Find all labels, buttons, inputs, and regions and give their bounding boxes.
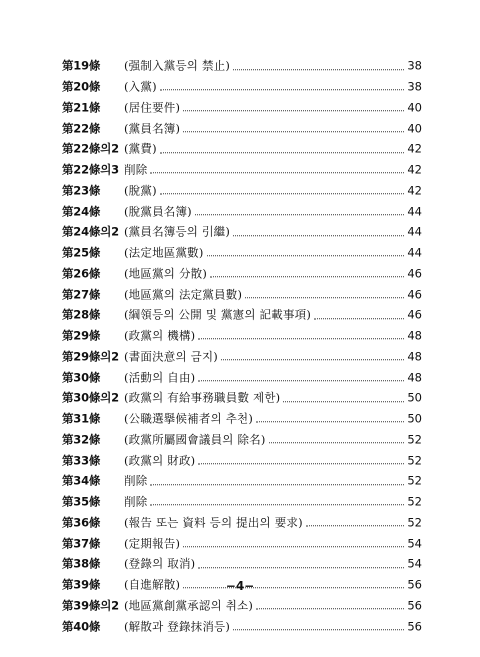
toc-article-title: (入黨) (124, 79, 157, 94)
toc-page-number: 54 (407, 556, 422, 571)
toc-title-line (124, 452, 422, 467)
toc-title-line (124, 351, 422, 363)
toc-article-title: (地區黨의 分散) (124, 266, 208, 281)
toc-page-number: 44 (407, 245, 422, 260)
toc-page-number: 38 (407, 79, 422, 94)
toc-article-number: 第28條 (62, 307, 101, 322)
toc-dot-leader (314, 318, 404, 319)
toc-page-number: 50 (407, 411, 422, 426)
toc-dot-leader (198, 380, 404, 381)
toc-article-number: 第23條 (62, 183, 101, 198)
toc-article-title: (法定地區黨數) (124, 245, 204, 260)
toc-title-line (124, 58, 422, 73)
toc-dot-leader (233, 69, 404, 70)
toc-article-number: 第33條 (62, 452, 101, 467)
toc-dot-leader (210, 276, 404, 277)
toc-article-title: (定期報告) (124, 535, 181, 550)
toc-dot-leader (195, 214, 404, 215)
toc-article-title: (登錄의 取消) (124, 556, 196, 571)
toc-entry (62, 430, 422, 451)
toc-page-number: 54 (407, 535, 422, 550)
toc-dot-leader (207, 256, 405, 257)
toc-article-number: 第27條 (62, 286, 101, 301)
toc-entry (62, 347, 422, 368)
toc-article-number: 第19條 (62, 58, 101, 73)
toc-dot-leader (233, 629, 404, 630)
toc-entry (62, 201, 422, 222)
toc-dot-leader (233, 235, 404, 236)
toc-article-number: 第30條의2 (62, 390, 119, 405)
toc-entry (62, 98, 422, 119)
toc-article-number: 第32條 (62, 432, 101, 447)
toc-title-line (124, 556, 422, 571)
toc-article-number: 第38條 (62, 556, 101, 571)
toc-article-number: 第39條 (62, 577, 101, 592)
toc-page-number: 56 (407, 577, 422, 592)
toc-title-line (124, 535, 422, 550)
toc-title-line (124, 247, 422, 259)
toc-article-title: (報告 또는 資料 등의 提出의 要求) (124, 515, 303, 530)
toc-page-number: 44 (407, 224, 422, 239)
toc-title-line (124, 141, 422, 156)
toc-entry (62, 284, 422, 305)
toc-dot-leader (183, 131, 404, 132)
toc-entry (62, 77, 422, 98)
toc-article-title: 削除 (124, 162, 148, 177)
toc-article-title: (强制入黨등의 禁止) (124, 58, 231, 73)
toc-page-number: 42 (407, 162, 422, 177)
toc-article-title: 削除 (124, 494, 148, 509)
toc-title-line (124, 203, 422, 218)
toc-page-number: 50 (407, 390, 422, 405)
toc-page-number: 52 (407, 432, 422, 447)
toc-entry (62, 596, 422, 617)
toc-article-number: 第22條의2 (62, 141, 119, 156)
toc-entry (62, 118, 422, 139)
toc-title-line (124, 330, 422, 342)
toc-page-number: 56 (407, 598, 422, 613)
toc-article-title: (公職選擧候補者의 추천) (124, 411, 254, 426)
toc-entry (62, 492, 422, 513)
table-of-contents (62, 56, 422, 637)
toc-article-title: (脫黨) (124, 183, 157, 198)
toc-article-number: 第30條 (62, 369, 101, 384)
toc-entry (62, 243, 422, 264)
toc-dot-leader (183, 546, 404, 547)
toc-dot-leader (256, 608, 404, 609)
toc-entry (62, 450, 422, 471)
toc-dot-leader (150, 173, 404, 174)
toc-entry (62, 513, 422, 534)
toc-title-line (124, 618, 422, 633)
toc-page-number: 40 (407, 100, 422, 115)
toc-entry (62, 56, 422, 77)
toc-article-title: (黨費) (124, 141, 157, 156)
toc-article-number: 第24條의2 (62, 224, 119, 239)
toc-dot-leader (245, 297, 404, 298)
toc-title-line (124, 164, 422, 176)
toc-article-number: 第34條 (62, 473, 101, 488)
toc-entry (62, 305, 422, 326)
toc-entry (62, 471, 422, 492)
toc-article-title: (書面決意의 금지) (124, 349, 218, 364)
toc-title-line (124, 600, 422, 612)
toc-entry (62, 160, 422, 181)
toc-title-line (124, 185, 422, 197)
toc-title-line (124, 434, 422, 446)
toc-entry (62, 367, 422, 388)
toc-entry (62, 222, 422, 243)
toc-article-number: 第26條 (62, 266, 101, 281)
toc-dot-leader (150, 505, 404, 506)
toc-page-number: 42 (407, 183, 422, 198)
toc-article-number: 第20條 (62, 79, 101, 94)
toc-entry (62, 181, 422, 202)
toc-dot-leader (198, 463, 404, 464)
toc-title-line (124, 517, 422, 529)
toc-article-title: (解散과 登錄抹消등) (124, 618, 231, 633)
toc-title-line (124, 224, 422, 239)
toc-page-number: 52 (407, 515, 422, 530)
toc-article-number: 第25條 (62, 245, 101, 260)
toc-page-number: 56 (407, 618, 422, 633)
toc-title-line (124, 286, 422, 301)
toc-article-title: (政黨의 有給事務職員數 제한) (124, 390, 281, 405)
toc-title-line (124, 307, 422, 322)
toc-entry (62, 554, 422, 575)
toc-article-title: 削除 (124, 473, 148, 488)
toc-dot-leader (198, 567, 404, 568)
toc-dot-leader (160, 90, 405, 91)
toc-page-number: 42 (407, 141, 422, 156)
toc-article-number: 第22條 (62, 120, 101, 135)
toc-article-number: 第31條 (62, 411, 101, 426)
toc-article-title: (居住要件) (124, 100, 181, 115)
toc-article-title: (地區黨創黨承認의 취소) (124, 598, 254, 613)
toc-page-number: 44 (407, 203, 422, 218)
toc-title-line (124, 390, 422, 405)
toc-article-title: (政黨所屬國會議員의 除名) (124, 432, 266, 447)
toc-article-number: 第21條 (62, 100, 101, 115)
page-number: −4− (225, 579, 255, 593)
toc-article-number: 第39條의2 (62, 598, 119, 613)
toc-article-number: 第35條 (62, 494, 101, 509)
toc-article-number: 第22條의3 (62, 162, 119, 177)
toc-dot-leader (183, 110, 404, 111)
toc-article-title: (黨員名簿등의 引繼) (124, 224, 231, 239)
toc-entry (62, 264, 422, 285)
toc-title-line (124, 120, 422, 135)
toc-title-line (124, 496, 422, 508)
toc-page-number: 48 (407, 369, 422, 384)
toc-title-line (124, 369, 422, 384)
toc-entry (62, 616, 422, 637)
toc-page-number: 46 (407, 307, 422, 322)
toc-title-line (124, 268, 422, 280)
toc-title-line (124, 102, 422, 114)
toc-page-number: 52 (407, 494, 422, 509)
toc-dot-leader (306, 525, 405, 526)
toc-page-number: 46 (407, 286, 422, 301)
toc-page-number: 40 (407, 120, 422, 135)
toc-page-number: 48 (407, 349, 422, 364)
toc-article-number: 第29條의2 (62, 349, 119, 364)
toc-page-number: 46 (407, 266, 422, 281)
toc-article-title: (自進解散) (124, 577, 181, 592)
toc-title-line (124, 473, 422, 488)
toc-article-number: 第40條 (62, 618, 101, 633)
toc-page-number: 38 (407, 58, 422, 73)
toc-entry (62, 533, 422, 554)
toc-article-title: (政黨의 財政) (124, 452, 196, 467)
toc-page-number: 48 (407, 328, 422, 343)
toc-page-number: 52 (407, 473, 422, 488)
toc-title-line (124, 413, 422, 425)
toc-dot-leader (283, 401, 404, 402)
toc-entry (62, 139, 422, 160)
toc-article-number: 第37條 (62, 535, 101, 550)
toc-article-title: (綱領등의 公開 및 黨憲의 記載事項) (124, 307, 312, 322)
toc-dot-leader (160, 193, 405, 194)
toc-dot-leader (198, 339, 404, 340)
toc-entry (62, 326, 422, 347)
toc-page-number: 52 (407, 452, 422, 467)
toc-article-number: 第24條 (62, 203, 101, 218)
toc-article-number: 第29條 (62, 328, 101, 343)
toc-article-title: (地區黨의 法定黨員數) (124, 286, 243, 301)
toc-dot-leader (150, 484, 404, 485)
toc-title-line (124, 81, 422, 93)
toc-entry (62, 388, 422, 409)
toc-dot-leader (160, 152, 405, 153)
toc-dot-leader (256, 422, 404, 423)
toc-article-title: (黨員名簿) (124, 120, 181, 135)
toc-dot-leader (221, 359, 404, 360)
toc-article-title: (活動의 自由) (124, 369, 196, 384)
toc-entry (62, 409, 422, 430)
toc-article-number: 第36條 (62, 515, 101, 530)
toc-article-title: (政黨의 機構) (124, 328, 196, 343)
toc-article-title: (脫黨員名簿) (124, 203, 192, 218)
toc-dot-leader (269, 442, 405, 443)
